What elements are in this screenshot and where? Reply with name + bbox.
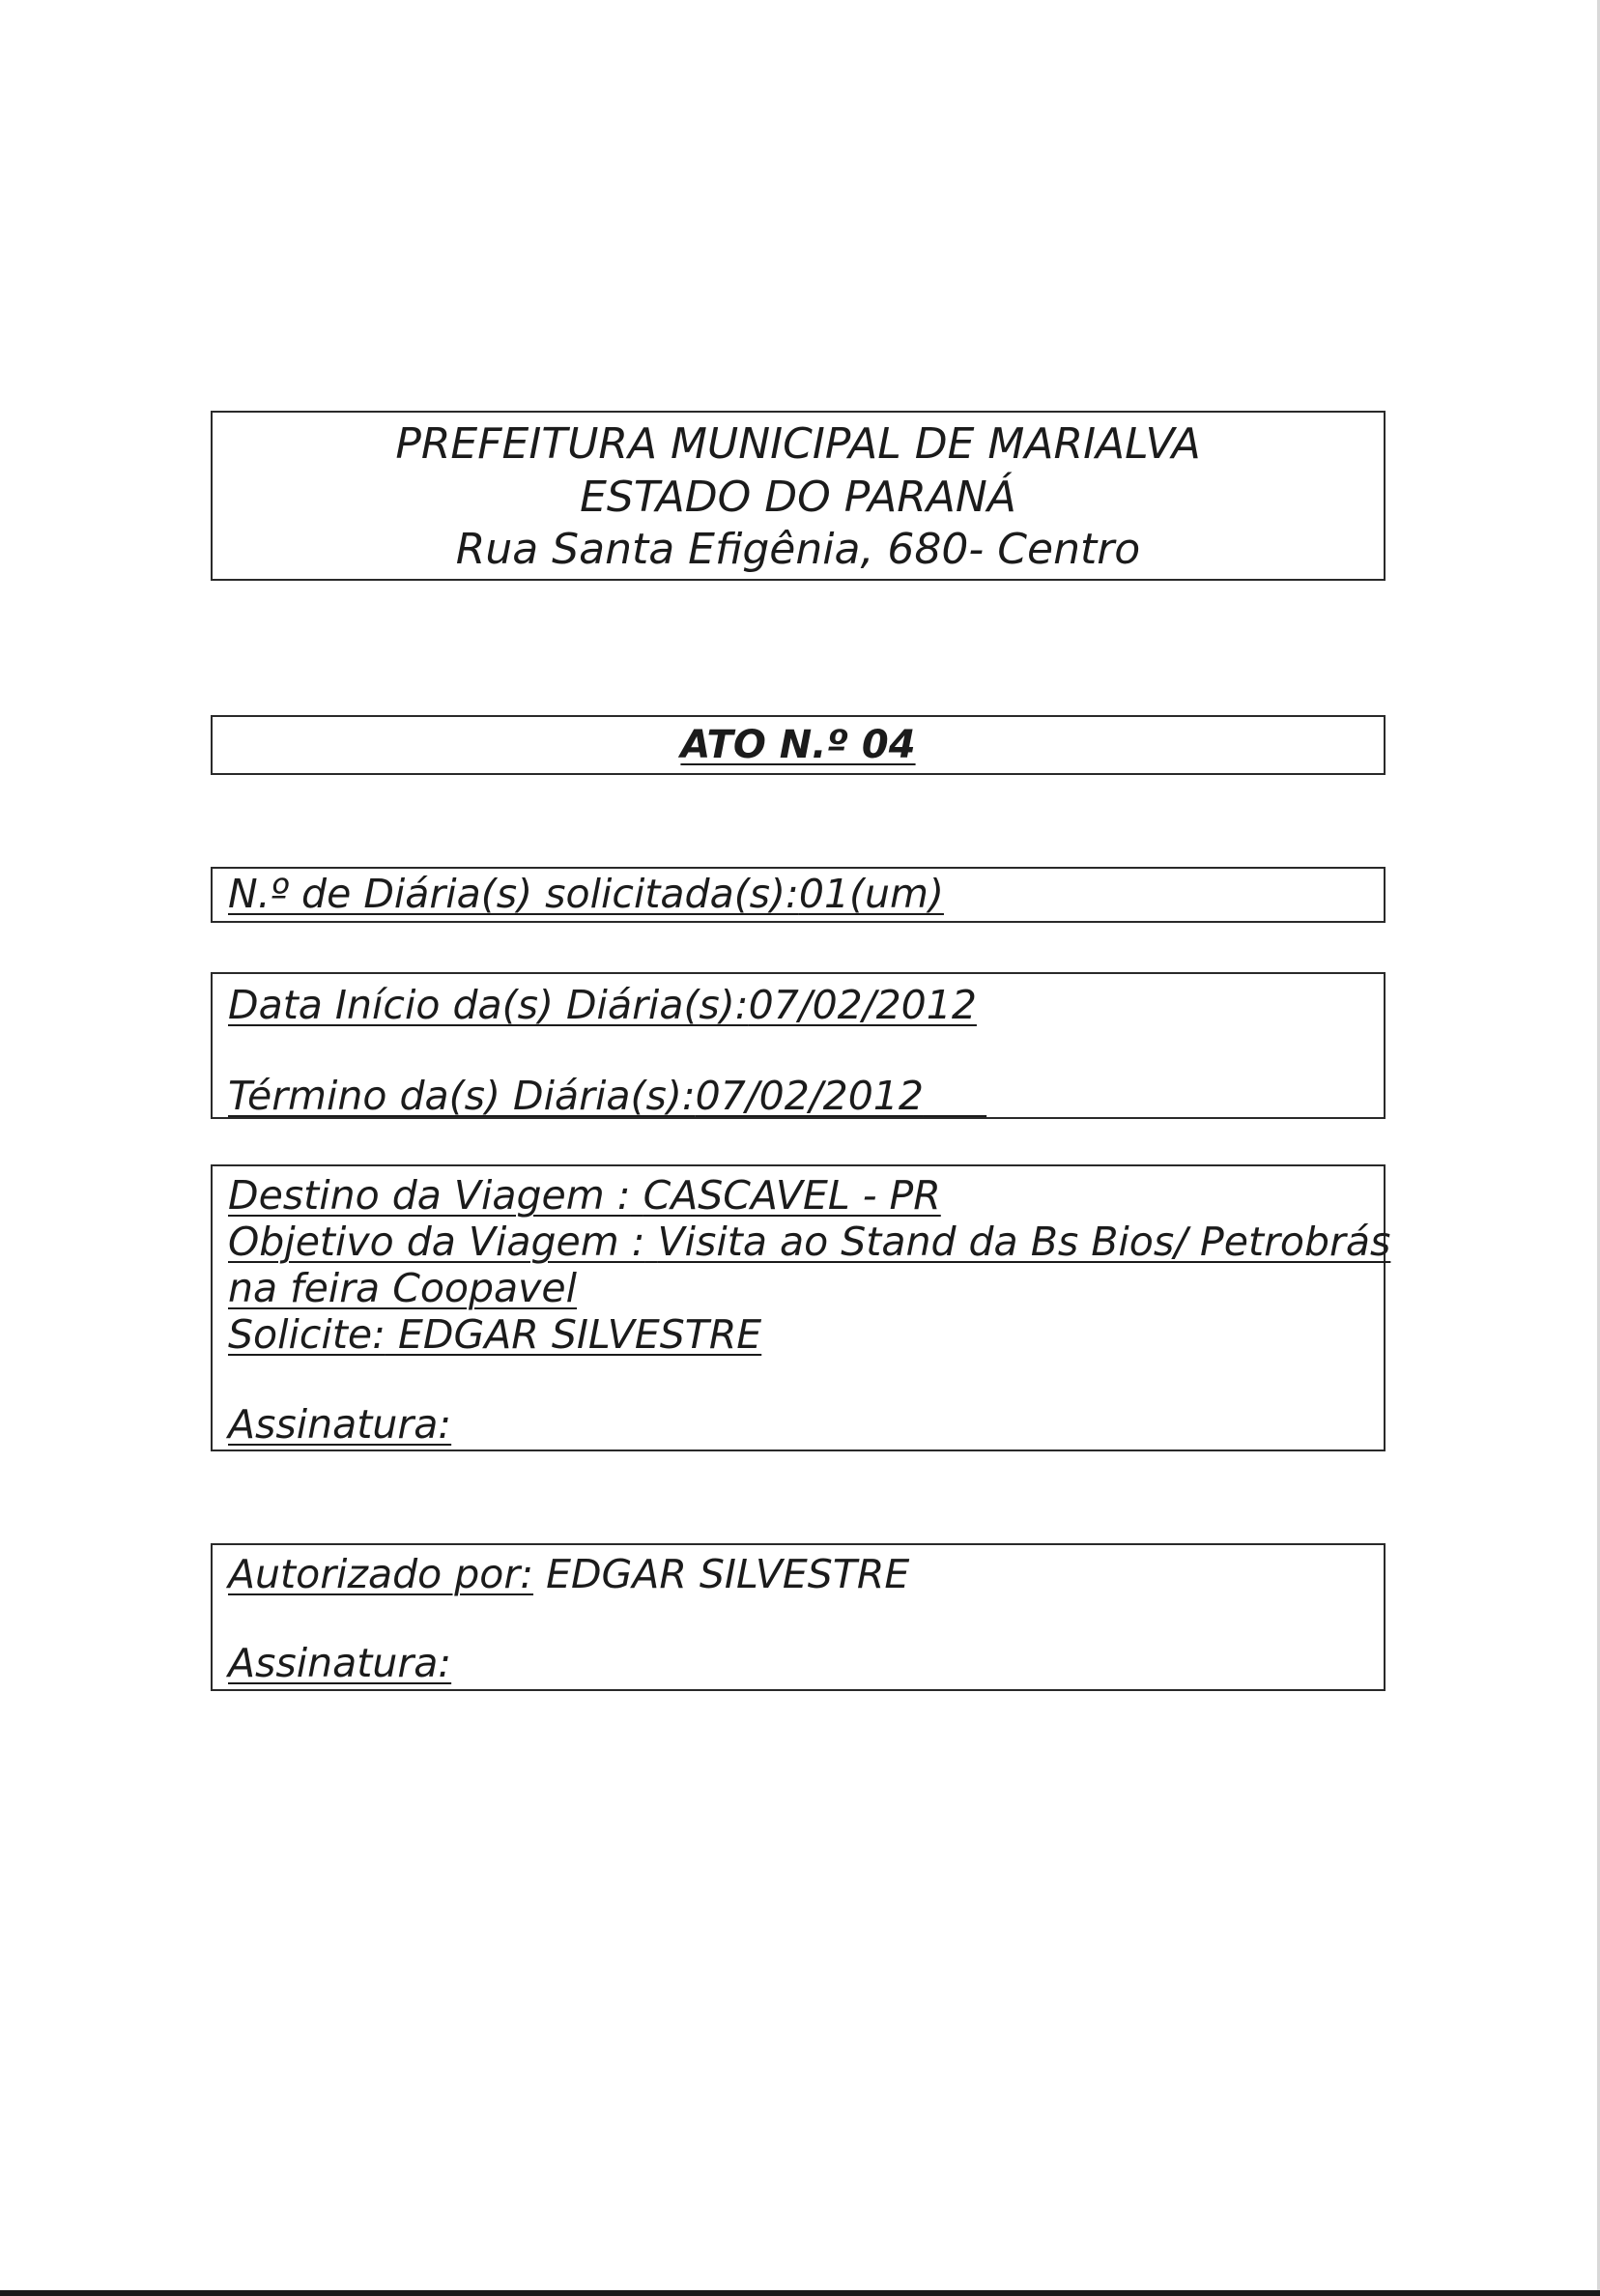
data-inicio-line xyxy=(228,982,977,1028)
destino-value: CASCAVEL - PR xyxy=(643,1172,941,1219)
viagem-assinatura-label: Assinatura: xyxy=(228,1401,452,1448)
data-termino-line xyxy=(228,1073,986,1119)
autorizacao-box xyxy=(211,1543,1386,1691)
destino-line xyxy=(228,1172,941,1219)
data-termino-value: 07/02/2012 xyxy=(695,1073,924,1119)
solicite-label: Solicite: xyxy=(228,1311,386,1358)
diarias-box xyxy=(211,867,1386,923)
header-box xyxy=(211,411,1386,581)
autorizado-label: Autorizado por: xyxy=(228,1551,534,1597)
autorizado-line xyxy=(228,1551,909,1597)
header-title: PREFEITURA MUNICIPAL DE MARIALVA xyxy=(395,419,1201,469)
header-address: Rua Santa Efigênia, 680- Centro xyxy=(455,525,1141,574)
data-termino-label: Término da(s) Diária(s): xyxy=(228,1073,696,1119)
datas-box xyxy=(211,972,1386,1119)
diarias-value: 01(um) xyxy=(798,871,944,917)
destino-label: Destino da Viagem : xyxy=(228,1172,631,1219)
solicite-line xyxy=(228,1311,761,1358)
objetivo-line xyxy=(228,1219,1390,1265)
autorizacao-assinatura-label: Assinatura: xyxy=(228,1640,452,1686)
solicite-value: EDGAR SILVESTRE xyxy=(398,1311,762,1358)
viagem-box xyxy=(211,1164,1391,1451)
objetivo-continuation: na feira Coopavel xyxy=(228,1265,578,1311)
objetivo-value: Visita ao Stand da Bs Bios/ Petrobrás xyxy=(657,1219,1391,1265)
objetivo-label: Objetivo da Viagem : xyxy=(228,1219,645,1265)
ato-box xyxy=(211,715,1386,775)
diarias-label: N.º de Diária(s) solicitada(s): xyxy=(228,871,799,917)
autorizado-value: EDGAR SILVESTRE xyxy=(546,1551,910,1597)
ato-title: ATO N.º 04 xyxy=(680,723,916,767)
page-bottom-edge xyxy=(0,2290,1600,2296)
data-inicio-label: Data Início da(s) Diária(s): xyxy=(228,982,749,1028)
data-inicio-value: 07/02/2012 xyxy=(748,982,977,1028)
diarias-line xyxy=(228,871,944,917)
header-state: ESTADO DO PARANÁ xyxy=(580,473,1016,522)
